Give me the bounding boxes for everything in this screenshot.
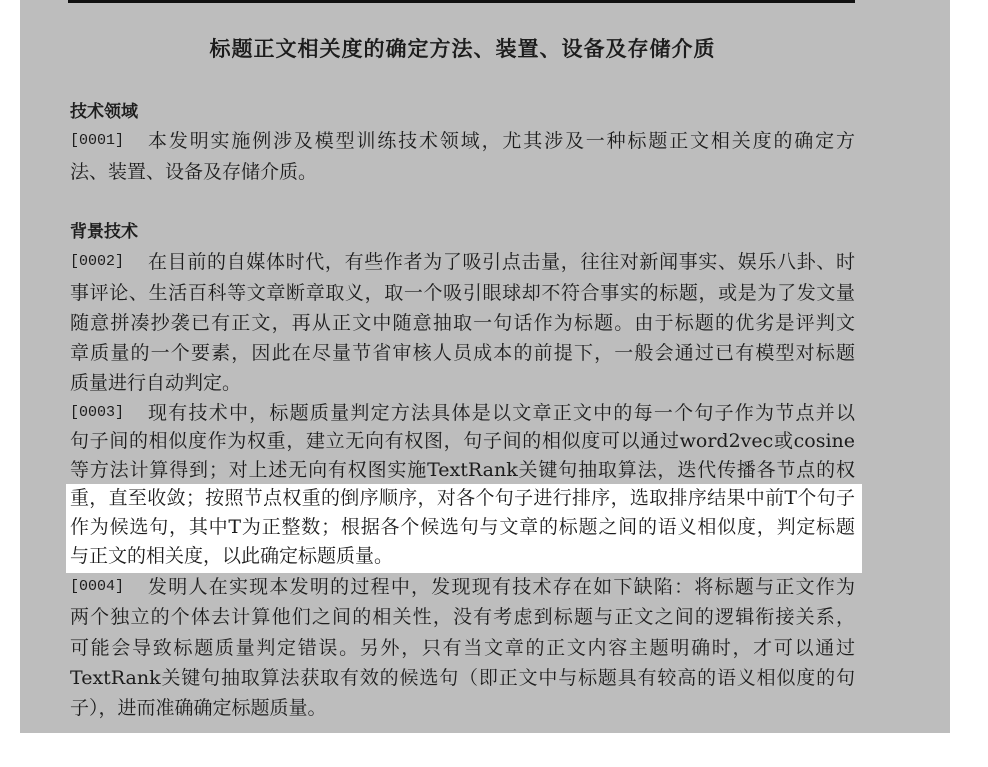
- paragraph-line: 质量进行自动判定。: [70, 372, 242, 394]
- section-heading: 背景技术: [70, 222, 138, 242]
- paragraph-number: [0003]: [70, 404, 125, 421]
- paragraph-line: TextRank关键句抽取算法获取有效的候选句（即正文中与标题具有较高的语义相似度的句: [70, 667, 855, 689]
- highlighted-line: 重，直至收敛；按照节点权重的倒序顺序，对各个句子进行排序，选取排序结果中前T个句子: [70, 487, 855, 509]
- highlighted-line: 作为候选句，其中T为正整数；根据各个候选句与文章的标题之间的语义相似度，判定标题: [70, 516, 855, 538]
- paragraph-line: 子），进而准确确定标题质量。: [70, 697, 327, 719]
- top-rule: [68, 0, 855, 3]
- highlighted-line: 与正文的相关度，以此确定标题质量。: [70, 545, 394, 567]
- paragraph-number: [0001]: [70, 132, 125, 149]
- paragraph-line: 随意拼凑抄袭已有正文，再从正文中随意抽取一句话作为标题。由于标题的优劣是评判文: [70, 312, 855, 334]
- paragraph-line: 两个独立的个体去计算他们之间的相关性，没有考虑到标题与正文之间的逻辑衔接关系，: [70, 606, 855, 628]
- paragraph-line: 在目前的自媒体时代，有些作者为了吸引点击量，往往对新闻事实、娱乐八卦、时: [148, 251, 855, 273]
- paragraph-line: 可能会导致标题质量判定错误。另外，只有当文章的正文内容主题明确时，才可以通过: [70, 637, 855, 659]
- paragraph-line: 本发明实施例涉及模型训练技术领域，尤其涉及一种标题正文相关度的确定方: [148, 130, 855, 152]
- paragraph-number: [0004]: [70, 578, 125, 595]
- paragraph-line: 发明人在实现本发明的过程中，发现现有技术存在如下缺陷：将标题与正文作为: [148, 576, 855, 598]
- paragraph-line: 章质量的一个要素，因此在尽量节省审核人员成本的前提下，一般会通过已有模型对标题: [70, 342, 855, 364]
- section-heading: 技术领域: [70, 102, 138, 122]
- paragraph-line: 句子间的相似度作为权重，建立无向有权图，句子间的相似度可以通过word2vec或cosine: [70, 430, 855, 452]
- paragraph-line: 事评论、生活百科等文章断章取义，取一个吸引眼球却不符合事实的标题，或是为了发文量: [70, 282, 855, 304]
- paragraph-line: 法、装置、设备及存储介质。: [70, 161, 318, 183]
- paragraph-line: 等方法计算得到；对上述无向有权图实施TextRank关键句抽取算法，迭代传播各节点的权: [70, 459, 855, 481]
- paragraph-line: 现有技术中，标题质量判定方法具体是以文章正文中的每一个句子作为节点并以: [148, 402, 855, 424]
- document-title: 标题正文相关度的确定方法、装置、设备及存储介质: [209, 37, 716, 61]
- paragraph-number: [0002]: [70, 253, 125, 270]
